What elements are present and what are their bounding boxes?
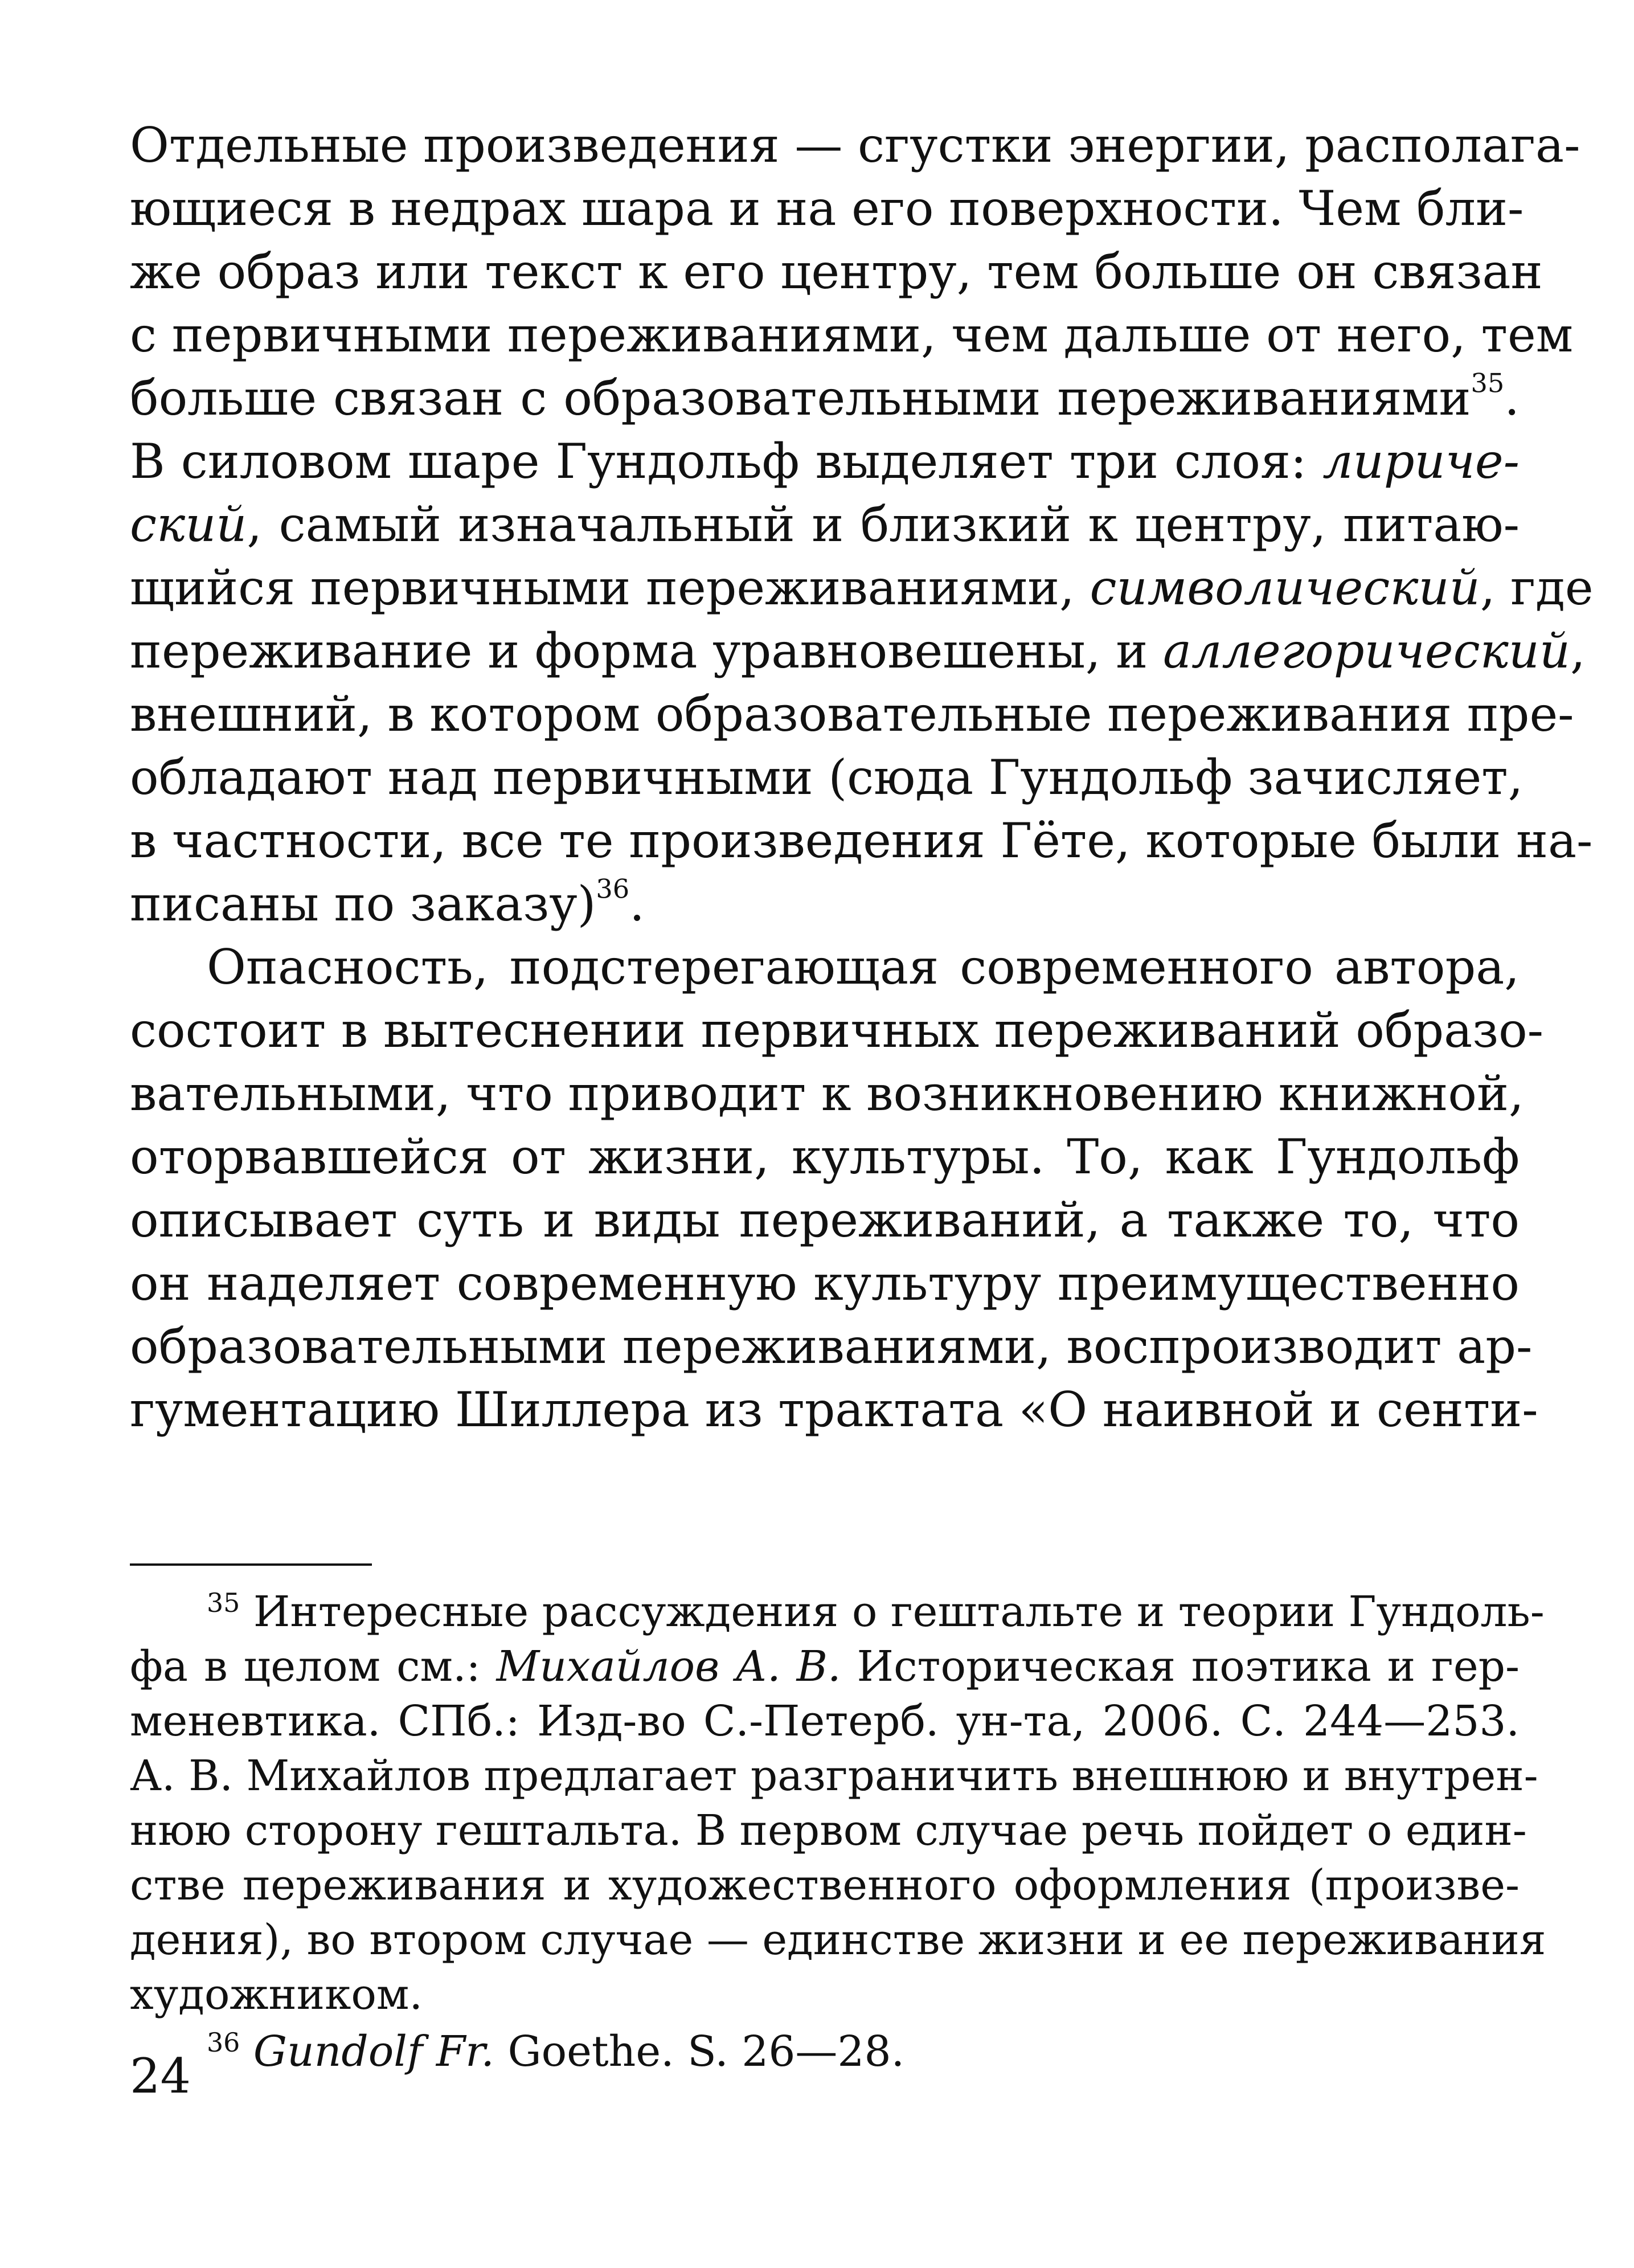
text-line: переживание и форма уравновешены, и аллегорический, (130, 623, 1586, 679)
text-line: с первичными переживаниями, чем дальше от него, тем (130, 307, 1574, 363)
text-line: же образ или текст к его центру, тем больше он связан (130, 244, 1543, 300)
text-line: состоит в вытеснении первичных переживаний образо- (130, 1002, 1544, 1058)
text-line: писаны по заказу)$^{36}$. (130, 873, 645, 932)
footnote-line: дения), во втором случае — единстве жизни и ее переживания (130, 1915, 1546, 1964)
footnote-ref-35[interactable]: 35 (1471, 367, 1505, 399)
footnote-line: художником. (130, 1970, 423, 2019)
footnote-number: 35 (207, 1587, 240, 1618)
footnote-separator (130, 1563, 372, 1566)
text-line: Опасность, подстерегающая современного автора, (207, 939, 1520, 995)
text-line: Отдельные произведения — сгустки энергии, располага- (130, 117, 1580, 173)
text-line: образовательными переживаниями, воспроизводит ар- (130, 1319, 1533, 1374)
text-line: больше связан с образовательными переживаниями$^{35}$. (130, 367, 1520, 426)
text-line: В силовом шаре Гундольф выделяет три слоя: лириче- (130, 433, 1520, 489)
main-text (130, 114, 1594, 1442)
text-line: он наделяет современную культуру преимущественно (130, 1255, 1520, 1311)
text-line: оторвавшейся от жизни, культуры. То, как Гундольф (130, 1129, 1520, 1185)
page-number: 24 (130, 2048, 191, 2104)
text-line: вательными, что приводит к возникновению книжной, (130, 1066, 1524, 1121)
text-line: ющиеся в недрах шара и на его поверхности. Чем бли- (130, 181, 1524, 236)
footnote-line: фа в целом см.: Михайлов А. В. Историческая поэтика и гер- (130, 1642, 1520, 1691)
text-line: внешний, в котором образовательные переживания пре- (130, 686, 1574, 742)
text-line: описывает суть и виды переживаний, а также то, что (130, 1192, 1520, 1248)
text-line: гументацию Шиллера из трактата «О наивной и сенти- (130, 1382, 1538, 1438)
footnotes (130, 1585, 1546, 2079)
text-line: в частности, все те произведения Гёте, которые были на- (130, 813, 1593, 869)
footnote-line: стве переживания и художественного оформления (произве- (130, 1861, 1520, 1910)
footnote-36 (130, 2024, 1520, 2079)
footnote-line: меневтика. СПб.: Изд-во С.-Петерб. ун-та, 2006. С. 244—253. (130, 1697, 1520, 1746)
text-line: щийся первичными переживаниями, символический, где (130, 560, 1594, 616)
footnote-line: А. В. Михайлов предлагает разграничить внешнюю и внутрен- (130, 1751, 1538, 1800)
footnote-line: $^{36}$ Gundolf Fr. Goethe. S. 26—28. (207, 2027, 905, 2076)
text-line: ский, самый изначальный и близкий к центру, питаю- (130, 497, 1520, 552)
footnote-line: нюю сторону гештальта. В первом случае речь пойдет о един- (130, 1806, 1527, 1855)
footnote-line: $^{35}$ Интересные рассуждения о гештальте и теории Гундоль- (207, 1587, 1545, 1636)
paragraph-1 (130, 114, 1594, 936)
paragraph-2 (130, 936, 1544, 1442)
footnote-35 (130, 1585, 1546, 2022)
footnote-number: 36 (207, 2027, 240, 2058)
footnote-ref-36[interactable]: 36 (596, 873, 630, 904)
text-line: обладают над первичными (сюда Гундольф зачисляет, (130, 750, 1524, 805)
